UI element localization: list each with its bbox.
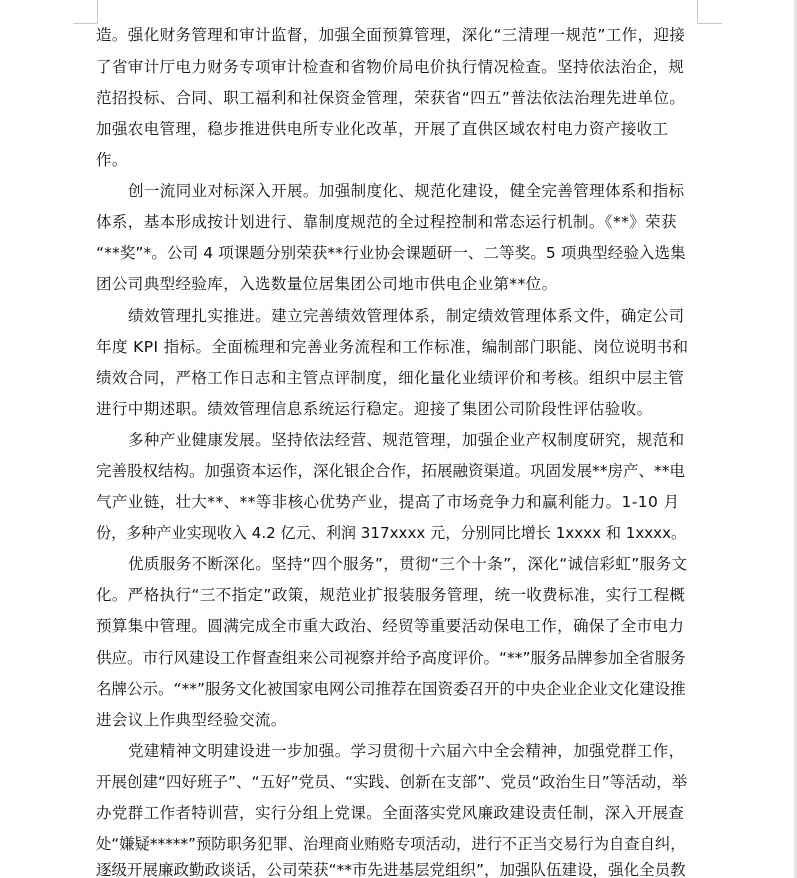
paragraph-first-line: 绩效管理扎实推进。建立完善绩效管理体系，制定绩效管理体系文件，确定公司 xyxy=(128,307,685,325)
text-line: 体系，基本形成按计划进行、靠制度规范的全过程控制和常态运行机制。《**》荣获 xyxy=(96,213,677,231)
text-line: “**奖”*。公司 4 项课题分别荣获**行业协会课题研一、二等奖。5 项典型经验入选集 xyxy=(96,244,686,262)
text-line: 年度 KPI 指标。全面梳理和完善业务流程和工作标准，编制部门职能、岗位说明书和 xyxy=(96,338,689,356)
paragraph-first-line: 党建精神文明建设进一步加强。学习贯彻十六届六中全会精神，加强党群工作， xyxy=(128,742,685,760)
text-line: 开展创建“四好班子”、“五好”党员、“实践、创新在支部”、党员“政治生日”等活动，举 xyxy=(96,773,688,791)
text-line: 化。严格执行“三不指定”政策，规范业扩报装服务管理，统一收费标准，实行工程概 xyxy=(96,586,686,604)
text-line: 供应。市行风建设工作督查组来公司视察并给予高度评价。“**”服务品牌参加全省服务 xyxy=(96,649,686,667)
paragraph-first-line: 优质服务不断深化。坚持“四个服务”，贯彻“三个十条”，深化“诚信彩虹”服务文 xyxy=(128,555,688,573)
text-line: 团公司典型经验库，入选数量位居集团公司地市供电企业第**位。 xyxy=(96,275,558,293)
text-line: 完善股权结构。加强资本运作，深化银企合作，拓展融资渠道。巩固发展**房产、**电 xyxy=(96,462,686,480)
text-line: 气产业链，壮大**、**等非核心优势产业，提高了市场竞争力和赢利能力。1-10 月 xyxy=(96,493,680,511)
paragraph-first-line: 多种产业健康发展。坚持依法经营、规范管理，加强企业产权制度研究，规范和 xyxy=(128,431,685,449)
paragraph-first-line: 创一流同业对标深入开展。加强制度化、规范化建设，健全完善管理体系和指标 xyxy=(128,182,685,200)
text-line: 处“嫌疑*****”预防职务犯罪、治理商业贿赂专项活动，进行不正当交易行为自查自纠， xyxy=(96,835,686,853)
text-line: 逐级开展廉政勤政谈话，公司荣获“**市先进基层党组织”，加强队伍建设，强化全员教 xyxy=(96,861,686,878)
text-line: 办党群工作者特训营，实行分组上党课。全面落实党风廉政建设责任制，深入开展查 xyxy=(96,804,685,822)
margin-corner-mark xyxy=(697,0,698,24)
text-line: 进行中期述职。绩效管理信息系统运行稳定。迎接了集团公司阶段性评估验收。 xyxy=(96,400,653,418)
margin-corner-mark xyxy=(97,0,98,24)
text-line: 范招投标、合同、职工福利和社保资金管理，荣获省“四五”普法依法治理先进单位。 xyxy=(96,89,686,107)
text-line: 进会议上作典型经验交流。 xyxy=(96,711,287,729)
text-line: 份，多种产业实现收入 4.2 亿元、利润 317xxxx 元，分别同比增长 1xxxx 和 1xxxx。 xyxy=(96,524,687,542)
text-line: 名牌公示。“**”服务文化被国家电网公司推荐在国资委召开的中央企业企业文化建设推 xyxy=(96,680,686,698)
text-line: 造。强化财务管理和审计监督，加强全面预算管理，深化“三清理一规范”工作，迎接 xyxy=(96,26,686,44)
text-line: 了省审计厅电力财务专项审计检查和省物价局电价执行情况检查。坚持依法治企，规 xyxy=(96,58,685,76)
text-line: 绩效合同，严格工作日志和主管点评制度，细化量化业绩评价和考核。组织中层主管 xyxy=(96,369,685,387)
text-line: 作。 xyxy=(96,151,128,169)
margin-corner-mark xyxy=(73,23,98,24)
text-line: 预算集中管理。圆满完成全市重大政治、经贸等重要活动保电工作，确保了全市电力 xyxy=(96,617,685,635)
margin-corner-mark xyxy=(697,23,722,24)
text-line: 加强农电管理，稳步推进供电所专业化改革，开展了直供区域农村电力资产接收工 xyxy=(96,120,669,138)
